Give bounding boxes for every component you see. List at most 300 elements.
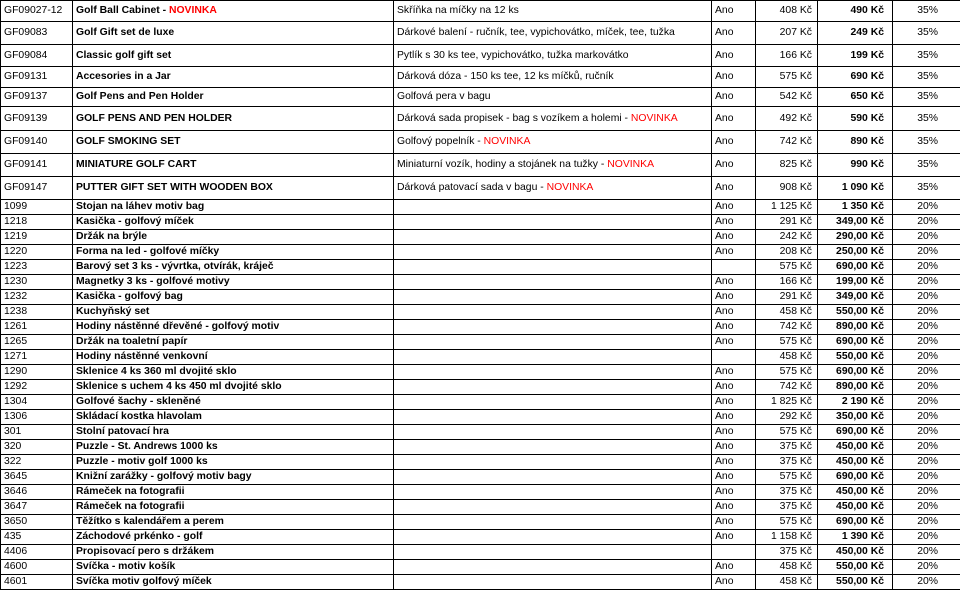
product-name-cell [73, 107, 394, 131]
availability-text: Ano [715, 306, 734, 317]
purchase-price-text: 375 Kč [780, 456, 812, 467]
product-description-text: Dárková patovací sada v bagu - [397, 182, 547, 193]
availability-cell [712, 470, 756, 485]
purchase-price-cell [756, 350, 818, 365]
product-code-text: 1290 [4, 366, 27, 377]
purchase-price-text: 575 Kč [780, 516, 812, 527]
product-name-cell [73, 177, 394, 200]
retail-price-text: 550,00 Kč [836, 576, 884, 587]
product-code-cell [1, 425, 73, 440]
product-code-cell [1, 440, 73, 455]
margin-percent-text: 20% [917, 261, 938, 272]
purchase-price-text: 207 Kč [780, 27, 812, 38]
retail-price-text: 450,00 Kč [836, 456, 884, 467]
product-name-cell [73, 380, 394, 395]
table-row [1, 305, 960, 320]
product-name-text: Svíčka motiv golfový míček [76, 576, 212, 587]
purchase-price-text: 575 Kč [780, 71, 812, 82]
product-code-cell [1, 200, 73, 215]
product-description-text: Dárková dóza - 150 ks tee, 12 ks míčků, ručník [397, 71, 614, 82]
availability-text: Ano [715, 441, 734, 452]
table-row [1, 575, 960, 590]
margin-percent-cell [893, 305, 960, 320]
retail-price-cell [818, 485, 893, 500]
purchase-price-cell [756, 425, 818, 440]
product-code-text: 3646 [4, 486, 27, 497]
margin-percent-cell [893, 545, 960, 560]
purchase-price-cell [756, 545, 818, 560]
product-code-text: 4600 [4, 561, 27, 572]
product-description-cell [394, 245, 712, 260]
availability-cell [712, 107, 756, 131]
retail-price-cell [818, 560, 893, 575]
purchase-price-cell [756, 131, 818, 154]
product-code-cell [1, 154, 73, 177]
availability-cell [712, 45, 756, 67]
margin-percent-cell [893, 320, 960, 335]
retail-price-cell [818, 575, 893, 590]
availability-cell [712, 485, 756, 500]
availability-cell [712, 440, 756, 455]
retail-price-cell [818, 1, 893, 22]
product-description-cell [394, 107, 712, 131]
retail-price-cell [818, 230, 893, 245]
product-name-cell [73, 545, 394, 560]
purchase-price-text: 1 158 Kč [771, 531, 812, 542]
purchase-price-cell [756, 500, 818, 515]
purchase-price-text: 291 Kč [780, 216, 812, 227]
table-row [1, 245, 960, 260]
margin-percent-cell [893, 107, 960, 131]
availability-text: Ano [715, 216, 734, 227]
retail-price-cell [818, 365, 893, 380]
margin-percent-text: 20% [917, 441, 938, 452]
availability-text: Ano [715, 50, 734, 61]
margin-percent-text: 35% [917, 50, 938, 61]
product-description-text: Miniaturní vozík, hodiny a stojánek na tužky - [397, 159, 607, 170]
table-row [1, 515, 960, 530]
table-row [1, 275, 960, 290]
product-name-cell [73, 410, 394, 425]
purchase-price-text: 742 Kč [780, 321, 812, 332]
product-description-cell [394, 260, 712, 275]
purchase-price-cell [756, 380, 818, 395]
price-list-body [1, 1, 960, 590]
availability-cell [712, 290, 756, 305]
product-description-cell [394, 177, 712, 200]
availability-text: Ano [715, 561, 734, 572]
retail-price-cell [818, 275, 893, 290]
availability-cell [712, 275, 756, 290]
product-description-text: Dárkové balení - ručník, tee, vypichovátko, míček, tee, tužka [397, 27, 675, 38]
retail-price-text: 550,00 Kč [836, 306, 884, 317]
availability-cell [712, 215, 756, 230]
product-code-text: 1218 [4, 216, 27, 227]
availability-cell [712, 455, 756, 470]
retail-price-text: 690 Kč [850, 71, 884, 82]
retail-price-cell [818, 455, 893, 470]
margin-percent-cell [893, 500, 960, 515]
purchase-price-cell [756, 395, 818, 410]
retail-price-text: 450,00 Kč [836, 486, 884, 497]
purchase-price-cell [756, 245, 818, 260]
availability-cell [712, 260, 756, 275]
availability-cell [712, 245, 756, 260]
retail-price-cell [818, 350, 893, 365]
product-code-text: 1223 [4, 261, 27, 272]
retail-price-cell [818, 530, 893, 545]
purchase-price-text: 458 Kč [780, 576, 812, 587]
purchase-price-text: 575 Kč [780, 471, 812, 482]
margin-percent-cell [893, 350, 960, 365]
product-description-cell [394, 515, 712, 530]
margin-percent-text: 20% [917, 516, 938, 527]
retail-price-text: 1 090 Kč [842, 182, 884, 193]
margin-percent-text: 35% [917, 71, 938, 82]
product-name-text: Puzzle - motiv golf 1000 ks [76, 456, 208, 467]
product-code-cell [1, 67, 73, 88]
availability-text: Ano [715, 71, 734, 82]
retail-price-text: 290,00 Kč [836, 231, 884, 242]
product-code-text: 322 [4, 456, 21, 467]
product-name-text: Hodiny nástěnné venkovní [76, 351, 208, 362]
product-name-text: Golf Gift set de luxe [76, 27, 174, 38]
table-row [1, 485, 960, 500]
margin-percent-text: 20% [917, 351, 938, 362]
product-name-cell [73, 45, 394, 67]
availability-text: Ano [715, 396, 734, 407]
product-description-cell [394, 530, 712, 545]
product-name-cell [73, 245, 394, 260]
product-name-text: Těžítko s kalendářem a perem [76, 516, 224, 527]
availability-text: Ano [715, 276, 734, 287]
purchase-price-cell [756, 22, 818, 45]
margin-percent-cell [893, 365, 960, 380]
product-description-cell [394, 1, 712, 22]
availability-cell [712, 395, 756, 410]
margin-percent-cell [893, 380, 960, 395]
retail-price-text: 890,00 Kč [836, 321, 884, 332]
product-code-cell [1, 380, 73, 395]
product-description-cell [394, 335, 712, 350]
product-description-cell [394, 380, 712, 395]
product-description-cell [394, 88, 712, 107]
product-code-text: 1265 [4, 336, 27, 347]
table-row [1, 560, 960, 575]
product-code-text: 435 [4, 531, 21, 542]
retail-price-text: 690,00 Kč [836, 426, 884, 437]
product-description-text: Skříňka na míčky na 12 ks [397, 5, 519, 16]
table-row [1, 88, 960, 107]
product-code-text: GF09147 [4, 182, 47, 193]
retail-price-text: 890 Kč [850, 136, 884, 147]
margin-percent-text: 20% [917, 561, 938, 572]
purchase-price-cell [756, 290, 818, 305]
product-code-cell [1, 365, 73, 380]
purchase-price-cell [756, 560, 818, 575]
availability-text: Ano [715, 531, 734, 542]
availability-cell [712, 320, 756, 335]
availability-text: Ano [715, 471, 734, 482]
product-description-cell [394, 275, 712, 290]
retail-price-text: 550,00 Kč [836, 561, 884, 572]
table-row [1, 545, 960, 560]
retail-price-cell [818, 88, 893, 107]
availability-cell [712, 177, 756, 200]
availability-text: Ano [715, 113, 734, 124]
purchase-price-text: 375 Kč [780, 501, 812, 512]
retail-price-cell [818, 200, 893, 215]
product-name-text: GOLF PENS AND PEN HOLDER [76, 113, 232, 124]
product-code-text: 3650 [4, 516, 27, 527]
margin-percent-cell [893, 45, 960, 67]
purchase-price-cell [756, 335, 818, 350]
purchase-price-cell [756, 107, 818, 131]
product-name-text: Kasička - golfový bag [76, 291, 183, 302]
retail-price-text: 550,00 Kč [836, 351, 884, 362]
availability-text: Ano [715, 246, 734, 257]
product-name-text: GOLF SMOKING SET [76, 136, 181, 147]
product-code-text: 1232 [4, 291, 27, 302]
product-code-cell [1, 215, 73, 230]
product-name-text: Stolní patovací hra [76, 426, 169, 437]
margin-percent-cell [893, 515, 960, 530]
availability-text: Ano [715, 576, 734, 587]
purchase-price-text: 458 Kč [780, 561, 812, 572]
product-code-cell [1, 177, 73, 200]
margin-percent-cell [893, 485, 960, 500]
product-description-cell [394, 200, 712, 215]
availability-text: Ano [715, 501, 734, 512]
product-name-cell [73, 455, 394, 470]
margin-percent-text: 20% [917, 321, 938, 332]
product-name-text: Puzzle - St. Andrews 1000 ks [76, 441, 218, 452]
availability-text: Ano [715, 411, 734, 422]
margin-percent-text: 35% [917, 113, 938, 124]
table-row [1, 380, 960, 395]
product-code-cell [1, 1, 73, 22]
product-name-cell [73, 305, 394, 320]
product-code-text: GF09083 [4, 27, 47, 38]
table-row [1, 154, 960, 177]
table-row [1, 290, 960, 305]
product-description-cell [394, 560, 712, 575]
product-name-text: Sklenice s uchem 4 ks 450 ml dvojité sklo [76, 381, 282, 392]
purchase-price-text: 575 Kč [780, 366, 812, 377]
table-row [1, 260, 960, 275]
product-code-text: 3645 [4, 471, 27, 482]
availability-cell [712, 350, 756, 365]
availability-text: Ano [715, 516, 734, 527]
margin-percent-cell [893, 395, 960, 410]
margin-percent-text: 35% [917, 159, 938, 170]
margin-percent-cell [893, 215, 960, 230]
product-name-text: Svíčka - motiv košík [76, 561, 175, 572]
availability-cell [712, 131, 756, 154]
product-name-text: Golfové šachy - skleněné [76, 396, 201, 407]
retail-price-text: 199,00 Kč [836, 276, 884, 287]
product-code-cell [1, 230, 73, 245]
product-code-cell [1, 455, 73, 470]
margin-percent-cell [893, 425, 960, 440]
product-code-cell [1, 500, 73, 515]
product-code-text: 1238 [4, 306, 27, 317]
table-row [1, 440, 960, 455]
availability-text: Ano [715, 182, 734, 193]
product-description-cell [394, 154, 712, 177]
margin-percent-cell [893, 200, 960, 215]
purchase-price-cell [756, 410, 818, 425]
product-description-cell [394, 440, 712, 455]
product-name-text: Barový set 3 ks - vývrtka, otvírák, kráječ [76, 261, 274, 272]
margin-percent-text: 35% [917, 182, 938, 193]
purchase-price-cell [756, 515, 818, 530]
retail-price-cell [818, 107, 893, 131]
margin-percent-text: 20% [917, 411, 938, 422]
table-row [1, 45, 960, 67]
retail-price-text: 2 190 Kč [842, 396, 884, 407]
product-description-cell [394, 575, 712, 590]
availability-text: Ano [715, 159, 734, 170]
product-description-text: Golfová pera v bagu [397, 91, 491, 102]
availability-cell [712, 425, 756, 440]
table-row [1, 350, 960, 365]
table-row [1, 1, 960, 22]
product-code-text: GF09141 [4, 159, 47, 170]
margin-percent-text: 20% [917, 276, 938, 287]
availability-cell [712, 200, 756, 215]
margin-percent-cell [893, 575, 960, 590]
purchase-price-text: 575 Kč [780, 426, 812, 437]
purchase-price-cell [756, 215, 818, 230]
product-code-text: 4406 [4, 546, 27, 557]
margin-percent-text: 35% [917, 27, 938, 38]
table-row [1, 530, 960, 545]
retail-price-cell [818, 260, 893, 275]
availability-cell [712, 545, 756, 560]
retail-price-text: 199 Kč [850, 50, 884, 61]
purchase-price-cell [756, 177, 818, 200]
purchase-price-text: 742 Kč [780, 136, 812, 147]
product-description-cell [394, 22, 712, 45]
availability-text: Ano [715, 456, 734, 467]
retail-price-text: 690,00 Kč [836, 366, 884, 377]
product-description-cell [394, 67, 712, 88]
product-code-cell [1, 335, 73, 350]
table-row [1, 107, 960, 131]
retail-price-cell [818, 470, 893, 485]
purchase-price-text: 825 Kč [780, 159, 812, 170]
product-name-cell [73, 88, 394, 107]
retail-price-cell [818, 515, 893, 530]
availability-text: Ano [715, 486, 734, 497]
availability-text: Ano [715, 5, 734, 16]
table-row [1, 67, 960, 88]
margin-percent-cell [893, 455, 960, 470]
product-name-cell [73, 335, 394, 350]
product-code-text: 3647 [4, 501, 27, 512]
availability-cell [712, 305, 756, 320]
product-description-cell [394, 290, 712, 305]
product-name-cell [73, 575, 394, 590]
purchase-price-cell [756, 154, 818, 177]
product-description-cell [394, 131, 712, 154]
availability-cell [712, 67, 756, 88]
product-name-cell [73, 485, 394, 500]
product-code-text: GF09084 [4, 50, 47, 61]
purchase-price-text: 575 Kč [780, 336, 812, 347]
product-code-text: 301 [4, 426, 21, 437]
purchase-price-cell [756, 530, 818, 545]
availability-text: Ano [715, 336, 734, 347]
product-name-text: Forma na led - golfové míčky [76, 246, 219, 257]
retail-price-cell [818, 45, 893, 67]
margin-percent-cell [893, 440, 960, 455]
margin-percent-cell [893, 154, 960, 177]
product-name-text: Záchodové prkénko - golf [76, 531, 202, 542]
purchase-price-cell [756, 275, 818, 290]
product-code-cell [1, 530, 73, 545]
retail-price-text: 690,00 Kč [836, 471, 884, 482]
product-code-cell [1, 560, 73, 575]
product-name-text: Accesories in a Jar [76, 71, 171, 82]
novinka-badge: NOVINKA [484, 136, 531, 147]
margin-percent-text: 20% [917, 216, 938, 227]
margin-percent-text: 20% [917, 426, 938, 437]
purchase-price-text: 166 Kč [780, 276, 812, 287]
product-name-text: Magnetky 3 ks - golfové motivy [76, 276, 230, 287]
product-description-cell [394, 215, 712, 230]
margin-percent-text: 20% [917, 531, 938, 542]
purchase-price-text: 1 825 Kč [771, 396, 812, 407]
availability-cell [712, 380, 756, 395]
purchase-price-text: 542 Kč [780, 91, 812, 102]
product-name-cell [73, 230, 394, 245]
product-name-cell [73, 500, 394, 515]
availability-text: Ano [715, 291, 734, 302]
availability-cell [712, 230, 756, 245]
product-name-text: Hodiny nástěnné dřevěné - golfový motiv [76, 321, 279, 332]
purchase-price-cell [756, 575, 818, 590]
availability-cell [712, 410, 756, 425]
margin-percent-cell [893, 177, 960, 200]
product-description-cell [394, 350, 712, 365]
purchase-price-cell [756, 440, 818, 455]
retail-price-text: 349,00 Kč [836, 291, 884, 302]
availability-cell [712, 154, 756, 177]
retail-price-cell [818, 290, 893, 305]
purchase-price-text: 458 Kč [780, 306, 812, 317]
product-name-cell [73, 350, 394, 365]
availability-cell [712, 365, 756, 380]
product-code-cell [1, 131, 73, 154]
purchase-price-cell [756, 470, 818, 485]
product-code-cell [1, 245, 73, 260]
product-name-cell [73, 560, 394, 575]
product-name-cell [73, 290, 394, 305]
retail-price-cell [818, 305, 893, 320]
margin-percent-text: 20% [917, 201, 938, 212]
product-name-cell [73, 200, 394, 215]
product-code-cell [1, 107, 73, 131]
product-code-text: GF09027-12 [4, 5, 62, 16]
margin-percent-cell [893, 530, 960, 545]
table-row [1, 335, 960, 350]
purchase-price-cell [756, 1, 818, 22]
purchase-price-cell [756, 305, 818, 320]
retail-price-text: 350,00 Kč [836, 411, 884, 422]
table-row [1, 395, 960, 410]
